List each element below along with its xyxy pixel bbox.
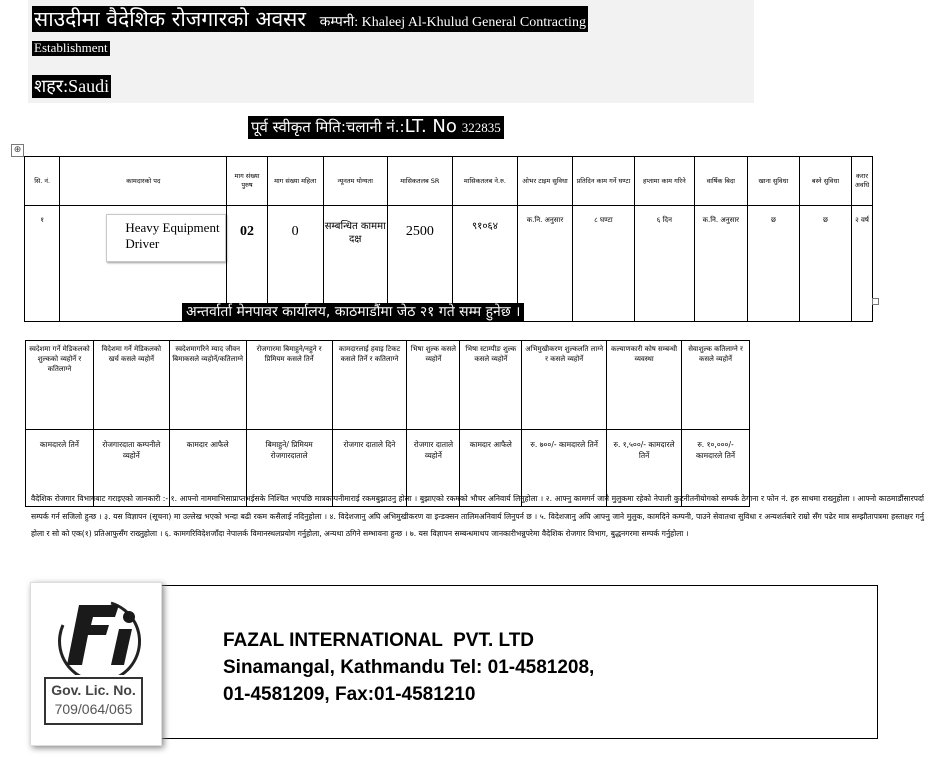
gov-license-stamp <box>44 677 143 725</box>
lt-no-label: LT. No <box>404 116 457 137</box>
job-header-cell: बस्ने सुविधा <box>799 157 851 206</box>
approval-label: पूर्व स्वीकृत मिति:चलानी नं.: <box>251 118 405 136</box>
cost-header-cell: अभिमुखीकरण शुल्कलति लाग्ने र कसले व्यहोर्ने <box>522 341 607 430</box>
cost-cell: रोजगार दाताले दिने <box>332 430 407 507</box>
city-line <box>32 75 111 98</box>
company-name-cont: Establishment <box>34 40 108 55</box>
cost-cell: रोजगार दाताले व्यहोर्ने <box>407 430 460 507</box>
agency-logo-card <box>30 582 162 746</box>
job-cell-salary-npr: ९१०६४ <box>452 206 517 322</box>
interview-notice: अन्तर्वार्ता मेनपावर कार्यालय, काठमाडौंमा जेठ २१ गते सम्म हुनेछ । <box>182 303 524 321</box>
agency-phones: 01-4581209, Fax:01-4581210 <box>223 684 476 705</box>
job-cell-weekly-days: ६ दिन <box>634 206 694 322</box>
license-number: 709/064/065 <box>54 701 133 717</box>
cost-header-cell: भिषा शुल्क कसले व्यहोर्ने <box>407 341 460 430</box>
job-header-cell: खाना सुविधा <box>747 157 799 206</box>
job-cell-male-demand: 02 <box>227 206 267 322</box>
cost-table-header-row <box>26 341 750 430</box>
cost-table <box>25 340 750 507</box>
cost-header-cell: कामदारलाई हवाइ टिकट कसले तिर्ने र कतिलाग्ने <box>332 341 407 430</box>
job-header-cell: मासिकतलब SR <box>387 157 452 206</box>
job-cell-qualification: सम्बन्धित काममा दक्ष <box>323 206 387 322</box>
cost-header-cell: कल्याणकारी कोष सम्बन्धी व्यवस्था <box>607 341 682 430</box>
header-title <box>32 6 588 32</box>
job-cell-serial: १ <box>25 206 60 322</box>
job-cell-annual-leave: क.नि. अनुसार <box>694 206 747 322</box>
job-header-cell: ओभर टाइम सुविधा <box>517 157 572 206</box>
cost-cell: रोजगारदाता कम्पनीले व्यहोर्ने <box>93 430 169 507</box>
header-title-nepali: साउदीमा वैदेशिक रोजगारको अवसर <box>34 7 306 31</box>
department-notice-paragraph: वैदेशिक रोजगार विभागबाट गराइएको जानकारी :- १. आफ्नो नाममाभिसाप्राप्तभईसके निश्चित भएपछि मात्रकम्पनीमाराई रकमबुझाउनु होला । बुझाएको रकमको भौचर अनिवार्य लिनुहोला । २. आफ्नु कामगर्न जाने मुलुकमा रहेको नेपाली कुटनीतनीयोगको सम्पर्क ठेगाना र फोन नं. हरु साथमा राख्नुहोला । आफ्नो काठमाडौंसारपर्दा सम्पर्क गर्न सजिलो हुन्छ । ३. यस विज्ञापन (सूचना) मा उल्लेख भएको भन्दा बढी रकम कसैलाई नदिनुहोला । ४. विदेशजानु अघि अभिमुखीकरण वा इन्डक्सन तालिमअनिवार्य लिनुपर्न छ । ५. विदेशजानु अघि आफ्नु जाने मुलुक, कामदिने कम्पनी, पाउने सेवातथा सुविधा र अन्यशर्तबारे राम्रो सँग पढेर मात्र सम्झौतापत्रमा हस्ताक्षर गर्नु होला र सो को एक(१) प्रतिआफुसँग राख्नुहोला । ६. कामगरिविदेशजाँदा नेपालर्क विमानस्थलप्रयोग गर्नुहोला, अन्यथा ठगिने सम्भावना हुन्छ । ७. यस विज्ञापन सम्बन्धमाथप जानकारीभन्नुपरेमा वैदेशिक रोजगार विभाग, बुद्धनगरमा सम्पर्क गर्नुहोला । <box>31 494 924 538</box>
cost-header-cell: सेवाशुल्क कतिलाग्ने र कसले व्यहोर्ने <box>682 341 750 430</box>
job-table-header-row <box>25 157 873 206</box>
job-cell-contract: २ वर्ष <box>852 206 873 322</box>
city-label: शहर: <box>34 76 69 96</box>
cost-header-cell: रोजगारमा बिमाहुने/नहुने र प्रिमियम कसले तिर्ने <box>246 341 332 430</box>
job-header-cell: कामदारको पद <box>60 157 227 206</box>
job-cell-accommodation: छ <box>799 206 851 322</box>
cost-header-cell: भिषा स्टाम्पीङ शुल्क कसले व्यहोर्ने <box>460 341 522 430</box>
fi-logo-icon <box>49 595 145 675</box>
job-header-cell: प्रतिदिन काम गर्ने घण्टा <box>573 157 635 206</box>
agency-info <box>223 627 594 708</box>
job-header-cell: माग संख्या महिला <box>267 157 323 206</box>
job-header-cell: मासिकतलब ने.रु. <box>452 157 517 206</box>
cost-cell: रु. ७००/- कामदारले तिर्ने <box>522 430 607 507</box>
city-value: Saudi <box>68 76 110 96</box>
job-header-cell: हप्तामा काम गरिने <box>634 157 694 206</box>
job-header-cell: माग संख्या पुरुष <box>227 157 267 206</box>
table-resize-handle[interactable] <box>872 298 879 305</box>
job-header-cell: न्यूनतम योग्यता <box>323 157 387 206</box>
job-cell-daily-hours: ८ घण्टा <box>573 206 635 322</box>
job-header-cell: वार्षिक बिदा <box>694 157 747 206</box>
cost-cell: कामदारले तिर्ने <box>26 430 94 507</box>
job-cell-salary-sr: 2500 <box>387 206 452 322</box>
job-header-cell: सि. नं. <box>25 157 60 206</box>
company-name: Khaleej Al-Khulud General Contracting <box>361 15 586 30</box>
agency-address: Sinamangal, Kathmandu Tel: 01-4581208, <box>223 657 595 678</box>
agency-name: FAZAL INTERNATIONAL PVT. LTD <box>223 630 535 651</box>
job-cell-female-demand: 0 <box>267 206 323 322</box>
company-label: कम्पनी: <box>319 15 359 30</box>
job-title-textbox[interactable]: Heavy Equipment Driver <box>106 214 226 262</box>
license-label: Gov. Lic. No. <box>51 682 136 698</box>
cost-cell: कामदार आफैले <box>169 430 246 507</box>
job-table <box>24 156 873 322</box>
cost-header-cell: स्वदेशमा गर्ने मेडिकलको शुल्कको व्यहोर्ने र कतिलाग्ने <box>26 341 94 430</box>
table-move-handle-icon[interactable]: ⊕ <box>11 144 24 157</box>
cost-header-cell: स्वदेशमागरिने म्याद जीवन बिमाकसले व्यहोर्ने/कतिलाग्ने <box>169 341 246 430</box>
cost-cell: कामदार आफैले <box>460 430 522 507</box>
lt-number: 322835 <box>461 120 501 135</box>
approval-line <box>248 116 504 139</box>
cost-cell: रु. १०,०००/- कामदारले तिर्ने <box>682 430 750 507</box>
cost-cell: रु. १,५००/- कामदारले तिर्ने <box>607 430 682 507</box>
cost-header-cell: विदेशमा गर्ने मेडिकलको खर्च कसले व्यहोर्ने <box>93 341 169 430</box>
job-cell-overtime: क.नि. अनुसार <box>517 206 572 322</box>
job-header-cell: करार अवधि <box>852 157 873 206</box>
job-cell-food: छ <box>747 206 799 322</box>
cost-cell: बिमाहुने/ प्रिमियम रोजगारदाताले <box>246 430 332 507</box>
